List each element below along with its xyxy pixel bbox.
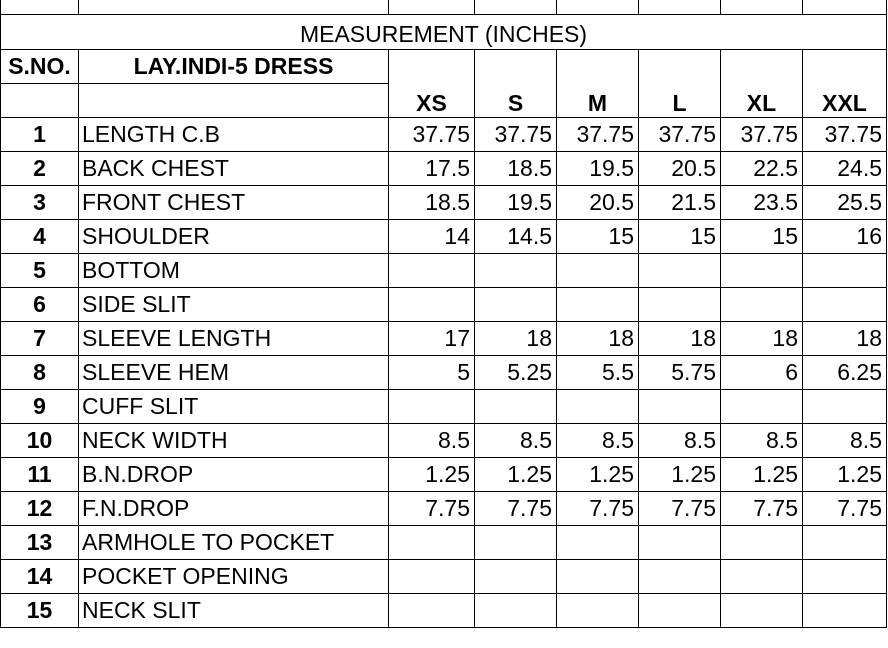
measurement-value[interactable]: 1.25 [721, 457, 803, 491]
cell[interactable] [803, 49, 887, 83]
row-number[interactable]: 8 [1, 355, 79, 389]
measurement-value[interactable] [389, 593, 475, 627]
measurement-value[interactable] [721, 253, 803, 287]
measurement-value[interactable]: 1.25 [557, 457, 639, 491]
table-row [1, 525, 887, 559]
table-body [1, 0, 887, 627]
measurement-label[interactable]: SLEEVE LENGTH [79, 321, 389, 355]
cell[interactable] [389, 0, 475, 14]
measurement-value[interactable] [803, 593, 887, 627]
measurement-value[interactable] [639, 287, 721, 321]
measurement-value[interactable]: 37.75 [475, 117, 557, 151]
title-row [1, 14, 887, 49]
measurement-label[interactable]: SHOULDER [79, 219, 389, 253]
measurement-value[interactable]: 6 [721, 355, 803, 389]
measurement-value[interactable]: 18 [639, 321, 721, 355]
measurement-value[interactable]: 25.5 [803, 185, 887, 219]
cell[interactable] [721, 0, 803, 14]
measurement-value[interactable]: 22.5 [721, 151, 803, 185]
measurement-value[interactable] [721, 559, 803, 593]
row-number[interactable]: 14 [1, 559, 79, 593]
measurement-value[interactable]: 7.75 [721, 491, 803, 525]
measurement-label[interactable]: NECK WIDTH [79, 423, 389, 457]
table-row [1, 253, 887, 287]
measurement-value[interactable]: 7.75 [557, 491, 639, 525]
table-row [1, 355, 887, 389]
measurement-value[interactable]: 8.5 [639, 423, 721, 457]
measurement-label[interactable]: F.N.DROP [79, 491, 389, 525]
cell[interactable] [557, 49, 639, 83]
size-header-xs[interactable]: XS [389, 83, 475, 117]
measurement-value[interactable] [803, 389, 887, 423]
measurement-value[interactable]: 37.75 [639, 117, 721, 151]
measurement-value[interactable] [721, 525, 803, 559]
cell[interactable] [557, 0, 639, 14]
measurement-value[interactable] [557, 593, 639, 627]
row-number[interactable]: 3 [1, 185, 79, 219]
table-row [1, 423, 887, 457]
measurement-value[interactable]: 19.5 [475, 185, 557, 219]
measurement-value[interactable]: 18 [557, 321, 639, 355]
table-row [1, 185, 887, 219]
sno-header[interactable]: S.NO. [1, 49, 79, 83]
measurement-label[interactable]: BACK CHEST [79, 151, 389, 185]
measurement-value[interactable]: 18 [803, 321, 887, 355]
table-row [1, 287, 887, 321]
measurement-value[interactable]: 37.75 [803, 117, 887, 151]
measurement-value[interactable] [475, 389, 557, 423]
measurement-value[interactable] [389, 253, 475, 287]
header-row [1, 49, 887, 83]
measurement-value[interactable]: 14.5 [475, 219, 557, 253]
measurement-value[interactable]: 15 [639, 219, 721, 253]
measurement-value[interactable] [557, 559, 639, 593]
measurement-value[interactable]: 5.25 [475, 355, 557, 389]
measurement-value[interactable] [475, 287, 557, 321]
measurement-value[interactable]: 17.5 [389, 151, 475, 185]
measurement-value[interactable]: 37.75 [557, 117, 639, 151]
measurement-value[interactable] [639, 253, 721, 287]
measurement-value[interactable] [639, 593, 721, 627]
measurement-value[interactable] [721, 389, 803, 423]
measurement-value[interactable] [803, 287, 887, 321]
size-header-s[interactable]: S [475, 83, 557, 117]
cell[interactable] [1, 0, 79, 14]
measurement-value[interactable] [803, 525, 887, 559]
measurement-label[interactable]: BOTTOM [79, 253, 389, 287]
measurement-value[interactable]: 24.5 [803, 151, 887, 185]
measurement-value[interactable] [557, 389, 639, 423]
measurement-value[interactable]: 8.5 [475, 423, 557, 457]
measurement-value[interactable]: 1.25 [475, 457, 557, 491]
cell[interactable] [475, 49, 557, 83]
cell[interactable] [721, 49, 803, 83]
row-number[interactable]: 2 [1, 151, 79, 185]
cell[interactable] [639, 0, 721, 14]
size-header-m[interactable]: M [557, 83, 639, 117]
cell[interactable] [79, 83, 389, 117]
measurement-value[interactable]: 8.5 [721, 423, 803, 457]
size-header-row [1, 83, 887, 117]
measurement-value[interactable]: 37.75 [721, 117, 803, 151]
measurement-value[interactable] [475, 253, 557, 287]
style-name[interactable]: LAY.INDI-5 DRESS [79, 49, 389, 83]
cell[interactable] [475, 0, 557, 14]
measurement-value[interactable] [389, 287, 475, 321]
measurement-value[interactable]: 14 [389, 219, 475, 253]
measurement-value[interactable]: 18.5 [389, 185, 475, 219]
measurement-label[interactable]: B.N.DROP [79, 457, 389, 491]
measurement-value[interactable] [639, 525, 721, 559]
row-number[interactable]: 12 [1, 491, 79, 525]
measurement-value[interactable] [475, 559, 557, 593]
measurement-label[interactable]: ARMHOLE TO POCKET [79, 525, 389, 559]
measurement-value[interactable] [475, 525, 557, 559]
measurement-value[interactable] [803, 559, 887, 593]
table-row [1, 117, 887, 151]
table-row [1, 151, 887, 185]
size-header-xxl[interactable]: XXL [803, 83, 887, 117]
measurement-value[interactable]: 18 [721, 321, 803, 355]
measurement-value[interactable]: 7.75 [803, 491, 887, 525]
measurement-value[interactable]: 5 [389, 355, 475, 389]
measurement-value[interactable]: 15 [557, 219, 639, 253]
sheet-title[interactable]: MEASUREMENT (INCHES) [1, 14, 887, 49]
measurement-value[interactable] [639, 559, 721, 593]
measurement-value[interactable] [721, 287, 803, 321]
row-number[interactable]: 13 [1, 525, 79, 559]
table-row [1, 559, 887, 593]
measurement-value[interactable]: 7.75 [475, 491, 557, 525]
measurement-value[interactable]: 5.75 [639, 355, 721, 389]
row-number[interactable]: 15 [1, 593, 79, 627]
measurement-value[interactable] [557, 287, 639, 321]
measurement-value[interactable]: 1.25 [639, 457, 721, 491]
measurement-value[interactable] [639, 389, 721, 423]
table-row [1, 593, 887, 627]
measurement-value[interactable] [389, 389, 475, 423]
measurement-value[interactable]: 1.25 [803, 457, 887, 491]
row-number[interactable]: 9 [1, 389, 79, 423]
measurement-value[interactable]: 7.75 [389, 491, 475, 525]
cell[interactable] [389, 49, 475, 83]
measurement-value[interactable]: 8.5 [803, 423, 887, 457]
measurement-value[interactable]: 8.5 [557, 423, 639, 457]
table-row [1, 457, 887, 491]
measurement-value[interactable]: 6.25 [803, 355, 887, 389]
measurement-label[interactable]: POCKET OPENING [79, 559, 389, 593]
measurement-value[interactable]: 8.5 [389, 423, 475, 457]
size-header-l[interactable]: L [639, 83, 721, 117]
row-number[interactable]: 7 [1, 321, 79, 355]
measurement-value[interactable] [389, 525, 475, 559]
top-strip-row [1, 0, 887, 14]
measurement-label[interactable]: LENGTH C.B [79, 117, 389, 151]
row-number[interactable]: 11 [1, 457, 79, 491]
row-number[interactable]: 5 [1, 253, 79, 287]
measurement-value[interactable]: 21.5 [639, 185, 721, 219]
measurement-value[interactable]: 20.5 [639, 151, 721, 185]
measurement-label[interactable]: FRONT CHEST [79, 185, 389, 219]
row-number[interactable]: 1 [1, 117, 79, 151]
measurement-value[interactable] [389, 559, 475, 593]
table-row [1, 321, 887, 355]
table-row [1, 491, 887, 525]
measurement-value[interactable]: 19.5 [557, 151, 639, 185]
cell[interactable] [639, 49, 721, 83]
measurement-label[interactable]: SIDE SLIT [79, 287, 389, 321]
measurement-value[interactable]: 7.75 [639, 491, 721, 525]
measurement-value[interactable]: 20.5 [557, 185, 639, 219]
measurement-value[interactable]: 17 [389, 321, 475, 355]
measurement-value[interactable]: 18 [475, 321, 557, 355]
measurement-value[interactable]: 15 [721, 219, 803, 253]
cell[interactable] [803, 0, 887, 14]
size-header-xl[interactable]: XL [721, 83, 803, 117]
measurement-value[interactable] [557, 525, 639, 559]
table-row [1, 219, 887, 253]
table-row [1, 389, 887, 423]
measurement-value[interactable]: 16 [803, 219, 887, 253]
measurement-label[interactable]: CUFF SLIT [79, 389, 389, 423]
cell[interactable] [1, 83, 79, 117]
cell[interactable] [79, 0, 389, 14]
row-number[interactable]: 10 [1, 423, 79, 457]
row-number[interactable]: 6 [1, 287, 79, 321]
measurement-value[interactable]: 23.5 [721, 185, 803, 219]
measurement-value[interactable]: 37.75 [389, 117, 475, 151]
measurement-label[interactable]: SLEEVE HEM [79, 355, 389, 389]
measurement-value[interactable] [475, 593, 557, 627]
measurement-value[interactable] [557, 253, 639, 287]
measurement-value[interactable] [803, 253, 887, 287]
measurement-label[interactable]: NECK SLIT [79, 593, 389, 627]
measurement-value[interactable] [721, 593, 803, 627]
row-number[interactable]: 4 [1, 219, 79, 253]
measurement-value[interactable]: 1.25 [389, 457, 475, 491]
measurement-value[interactable]: 5.5 [557, 355, 639, 389]
measurement-value[interactable]: 18.5 [475, 151, 557, 185]
